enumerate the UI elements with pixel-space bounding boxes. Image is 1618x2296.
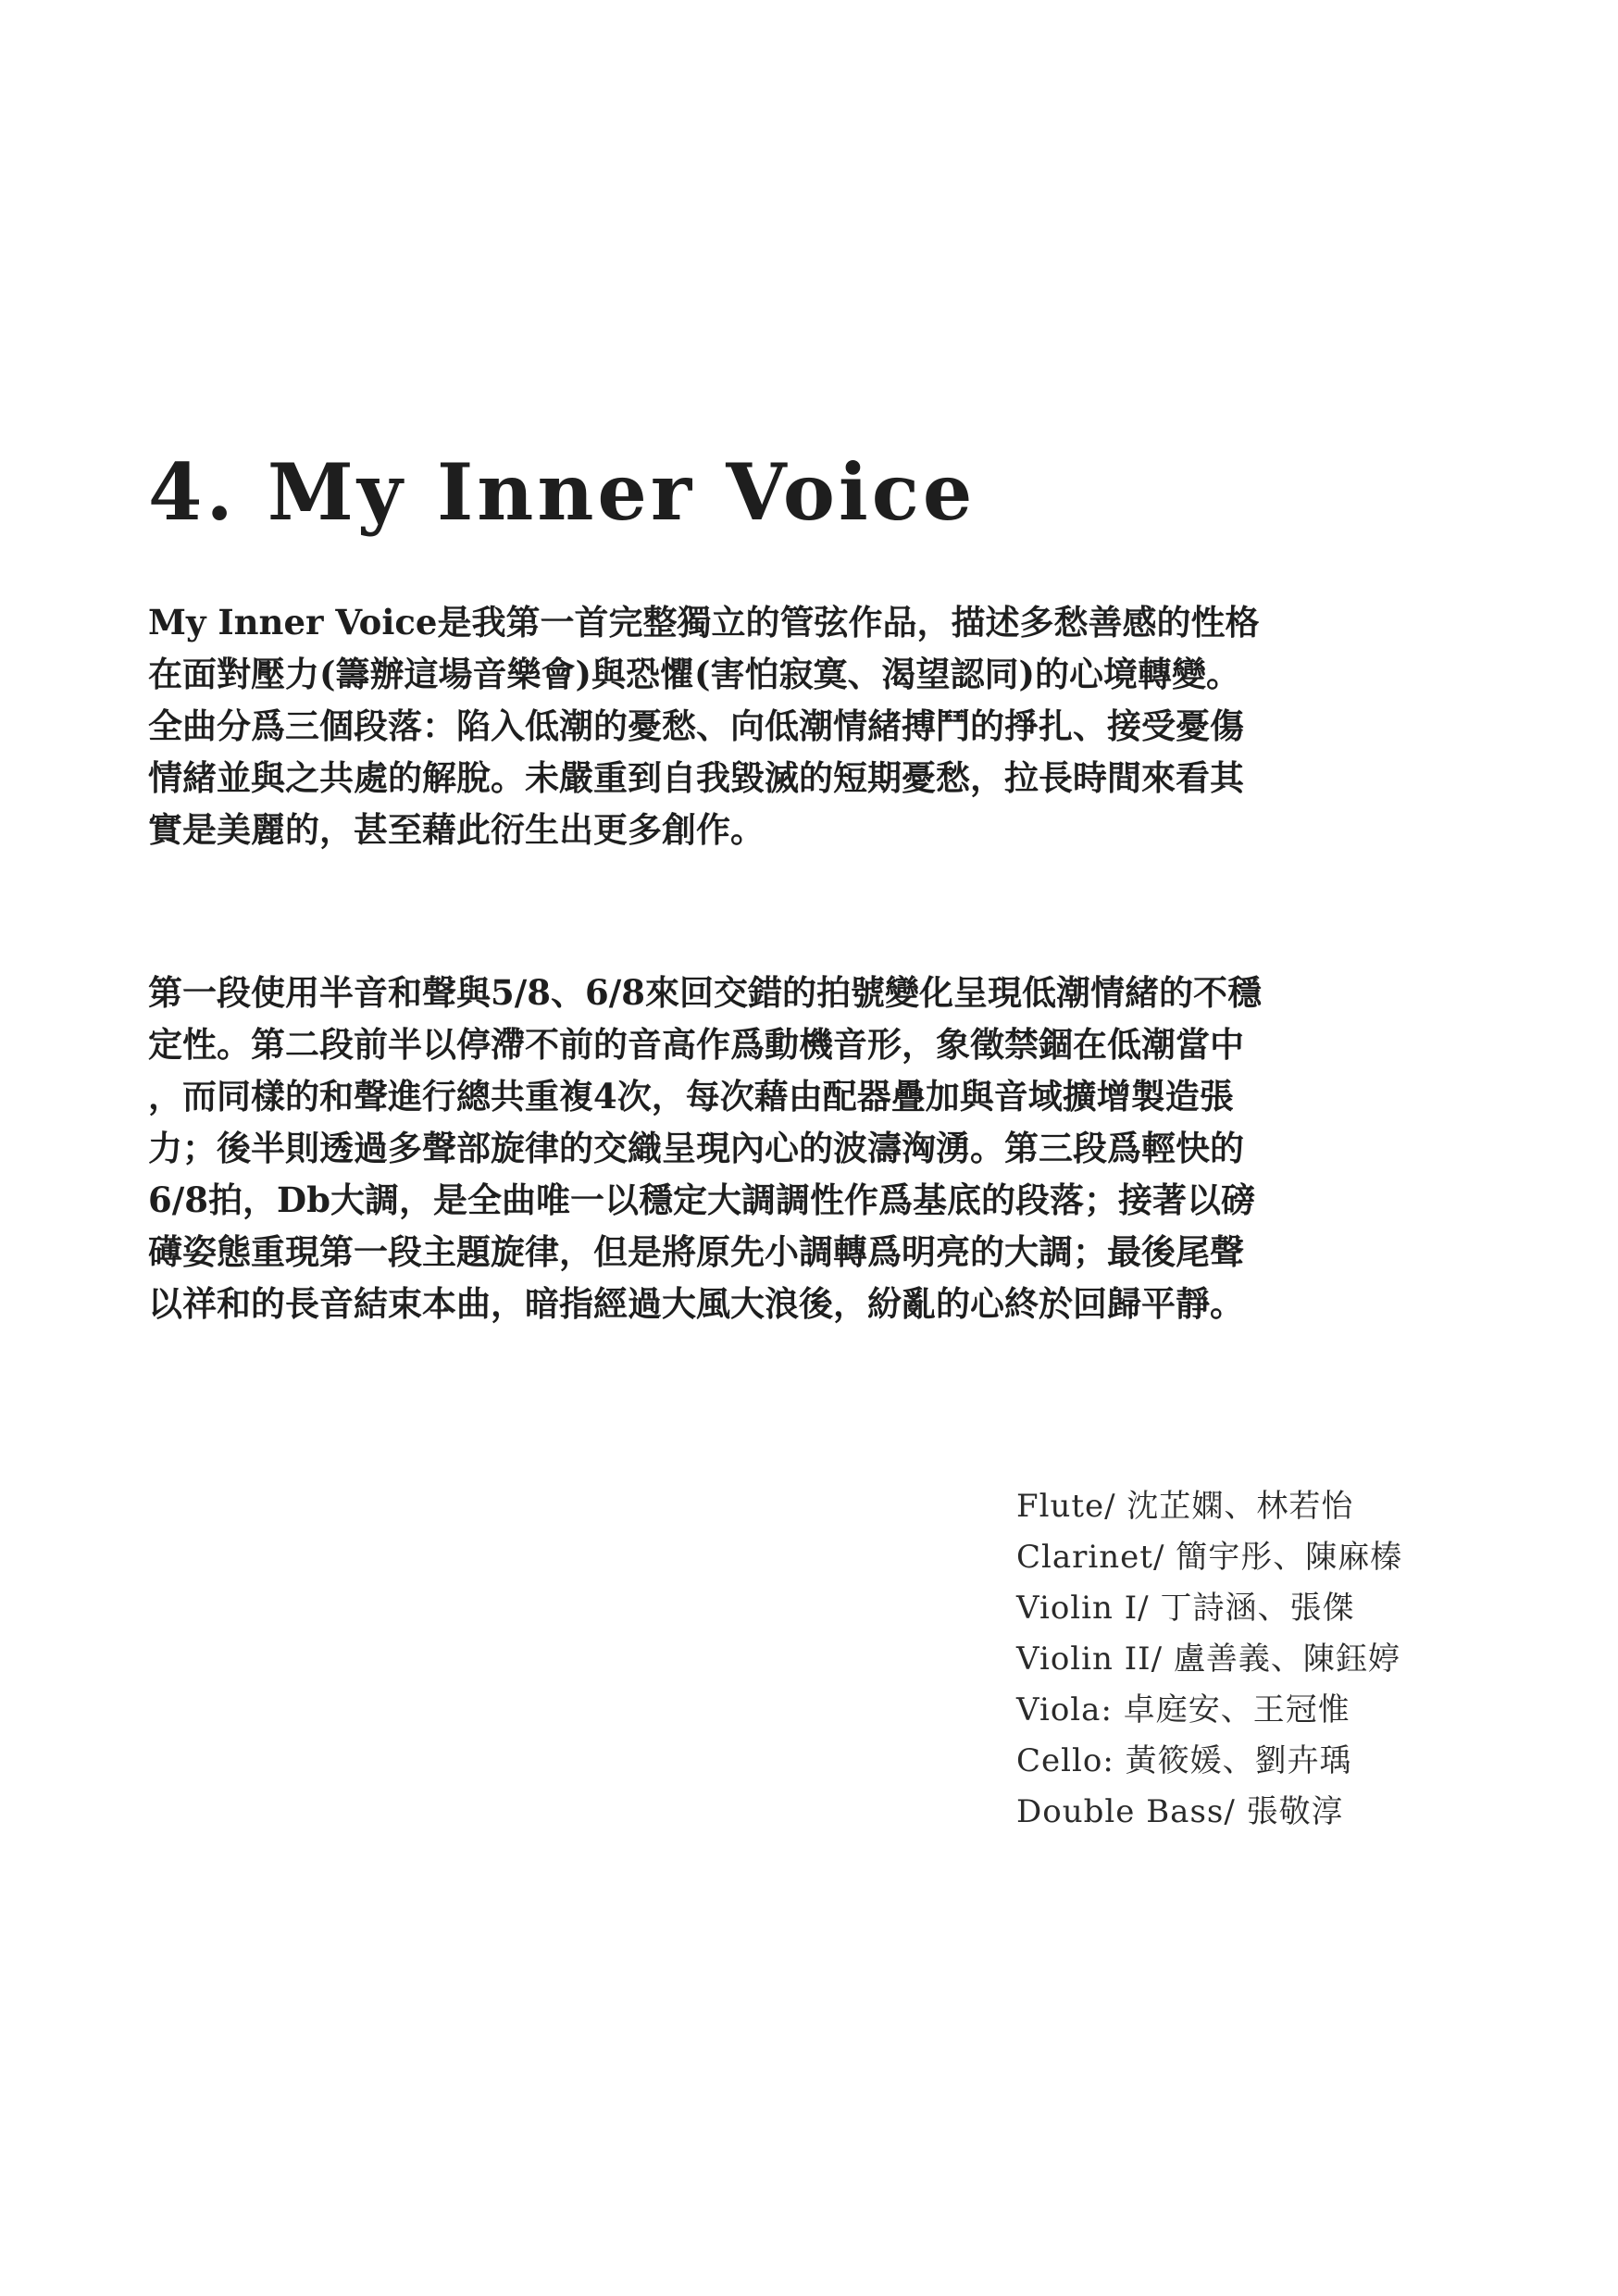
credit-double-bass: Double Bass/ 張敬淳: [1016, 1793, 1344, 1830]
credit-flute: Flute/ 沈芷嫻、林若怡: [1016, 1488, 1354, 1525]
paragraph-line: My Inner Voice是我第一首完整獨立的管弦作品，描述多愁善感的性格: [148, 602, 1260, 643]
credit-clarinet: Clarinet/ 簡宇彤、陳麻榛: [1016, 1539, 1403, 1576]
credit-cello: Cello: 黃筱媛、劉卉瑀: [1016, 1742, 1352, 1779]
credit-viola: Viola: 卓庭安、王冠惟: [1016, 1691, 1350, 1728]
paragraph-line: 6/8拍，Db大調，是全曲唯一以穩定大調調性作爲基底的段落；接著以磅: [148, 1179, 1255, 1220]
paragraph-line: 礡姿態重現第一段主題旋律，但是將原先小調轉爲明亮的大調；最後尾聲: [148, 1231, 1244, 1272]
description-paragraph-1: [148, 596, 1259, 855]
paragraph-line: 在面對壓力(籌辦這場音樂會)與恐懼(害怕寂寞、渴望認同)的心境轉變。: [148, 654, 1241, 694]
performer-credits: [1016, 1481, 1402, 1838]
credit-violin-1: Violin I/ 丁詩涵、張傑: [1016, 1590, 1355, 1627]
paragraph-line: 以祥和的長音結束本曲，暗指經過大風大浪後，紛亂的心終於回歸平靜。: [148, 1283, 1244, 1324]
paragraph-line: 實是美麗的，甚至藉此衍生出更多創作。: [148, 809, 765, 850]
paragraph-line: 力；後半則透過多聲部旋律的交織呈現內心的波濤洶湧。第三段爲輕快的: [148, 1128, 1244, 1168]
page-title: 4. My Inner Voice: [148, 446, 977, 538]
paragraph-line: 全曲分爲三個段落：陷入低潮的憂愁、向低潮情緒搏鬥的掙扎、接受憂傷: [148, 705, 1244, 746]
paragraph-line: 情緒並與之共處的解脫。未嚴重到自我毀滅的短期憂愁，拉長時間來看其: [148, 757, 1244, 798]
credit-violin-2: Violin II/ 盧善義、陳鈺婷: [1016, 1641, 1400, 1678]
paragraph-line: ，而同樣的和聲進行總共重複4次，每次藉由配器疊加與音域擴增製造張: [148, 1076, 1234, 1117]
paragraph-line: 定性。第二段前半以停滯不前的音高作爲動機音形，象徵禁錮在低潮當中: [148, 1024, 1244, 1065]
paragraph-line: 第一段使用半音和聲與5/8、6/8來回交錯的拍號變化呈現低潮情緒的不穩: [148, 972, 1263, 1013]
description-paragraph-2: [148, 967, 1262, 1329]
